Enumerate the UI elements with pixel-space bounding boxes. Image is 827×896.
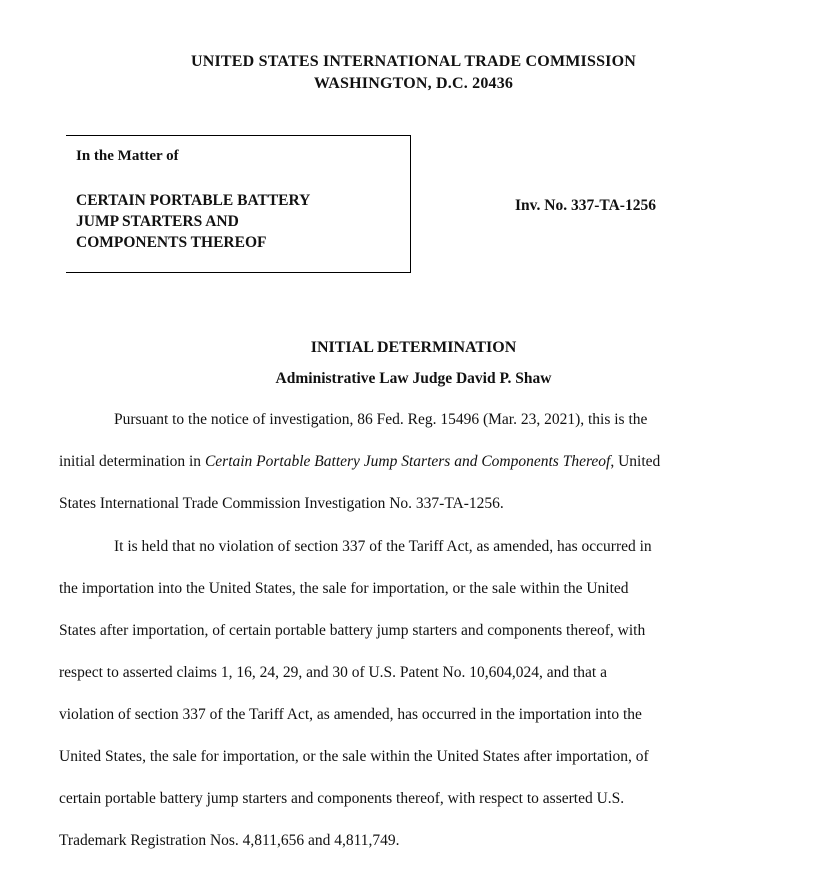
- paragraph-line: States after importation, of certain portable battery jump starters and components thereof, with: [59, 622, 646, 639]
- paragraph-line: It is held that no violation of section 337 of the Tariff Act, as amended, has occurred in: [114, 538, 652, 555]
- case-title: [76, 190, 310, 253]
- case-title-line: JUMP STARTERS AND: [76, 213, 239, 230]
- paragraph-line: Pursuant to the notice of investigation, 86 Fed. Reg. 15496 (Mar. 23, 2021), this is the: [114, 411, 648, 428]
- paragraph-line: States International Trade Commission Investigation No. 337-TA-1256.: [59, 495, 504, 512]
- case-name-italic: Certain Portable Battery Jump Starters and Components Thereof: [204, 453, 611, 470]
- paragraph-line: [59, 453, 660, 471]
- agency-name: UNITED STATES INTERNATIONAL TRADE COMMISSION: [190, 53, 637, 70]
- judge-name: Administrative Law Judge David P. Shaw: [275, 370, 552, 387]
- paragraph-line: Trademark Registration Nos. 4,811,656 and 4,811,749.: [59, 832, 400, 849]
- document-title: INITIAL DETERMINATION: [310, 339, 517, 356]
- matter-label: In the Matter of: [76, 148, 179, 164]
- paragraph-line: violation of section 337 of the Tariff Act, as amended, has occurred in the importation into the: [59, 706, 642, 723]
- paragraph-line: United States, the sale for importation, or the sale within the United States after importation, of: [59, 748, 649, 765]
- text-run: initial determination in: [59, 453, 205, 470]
- paragraph-line: the importation into the United States, the sale for importation, or the sale within the United: [59, 580, 629, 597]
- case-title-line: COMPONENTS THEREOF: [76, 234, 267, 251]
- investigation-number: Inv. No. 337-TA-1256: [515, 197, 656, 214]
- agency-address: WASHINGTON, D.C. 20436: [313, 75, 514, 92]
- paragraph-line: respect to asserted claims 1, 16, 24, 29, and 30 of U.S. Patent No. 10,604,024, and that a: [59, 664, 607, 681]
- case-title-line: CERTAIN PORTABLE BATTERY: [76, 192, 311, 209]
- paragraph-line: certain portable battery jump starters and components thereof, with respect to asserted U.S.: [59, 790, 625, 807]
- case-caption-box: [66, 135, 411, 273]
- text-run: , United: [610, 453, 661, 470]
